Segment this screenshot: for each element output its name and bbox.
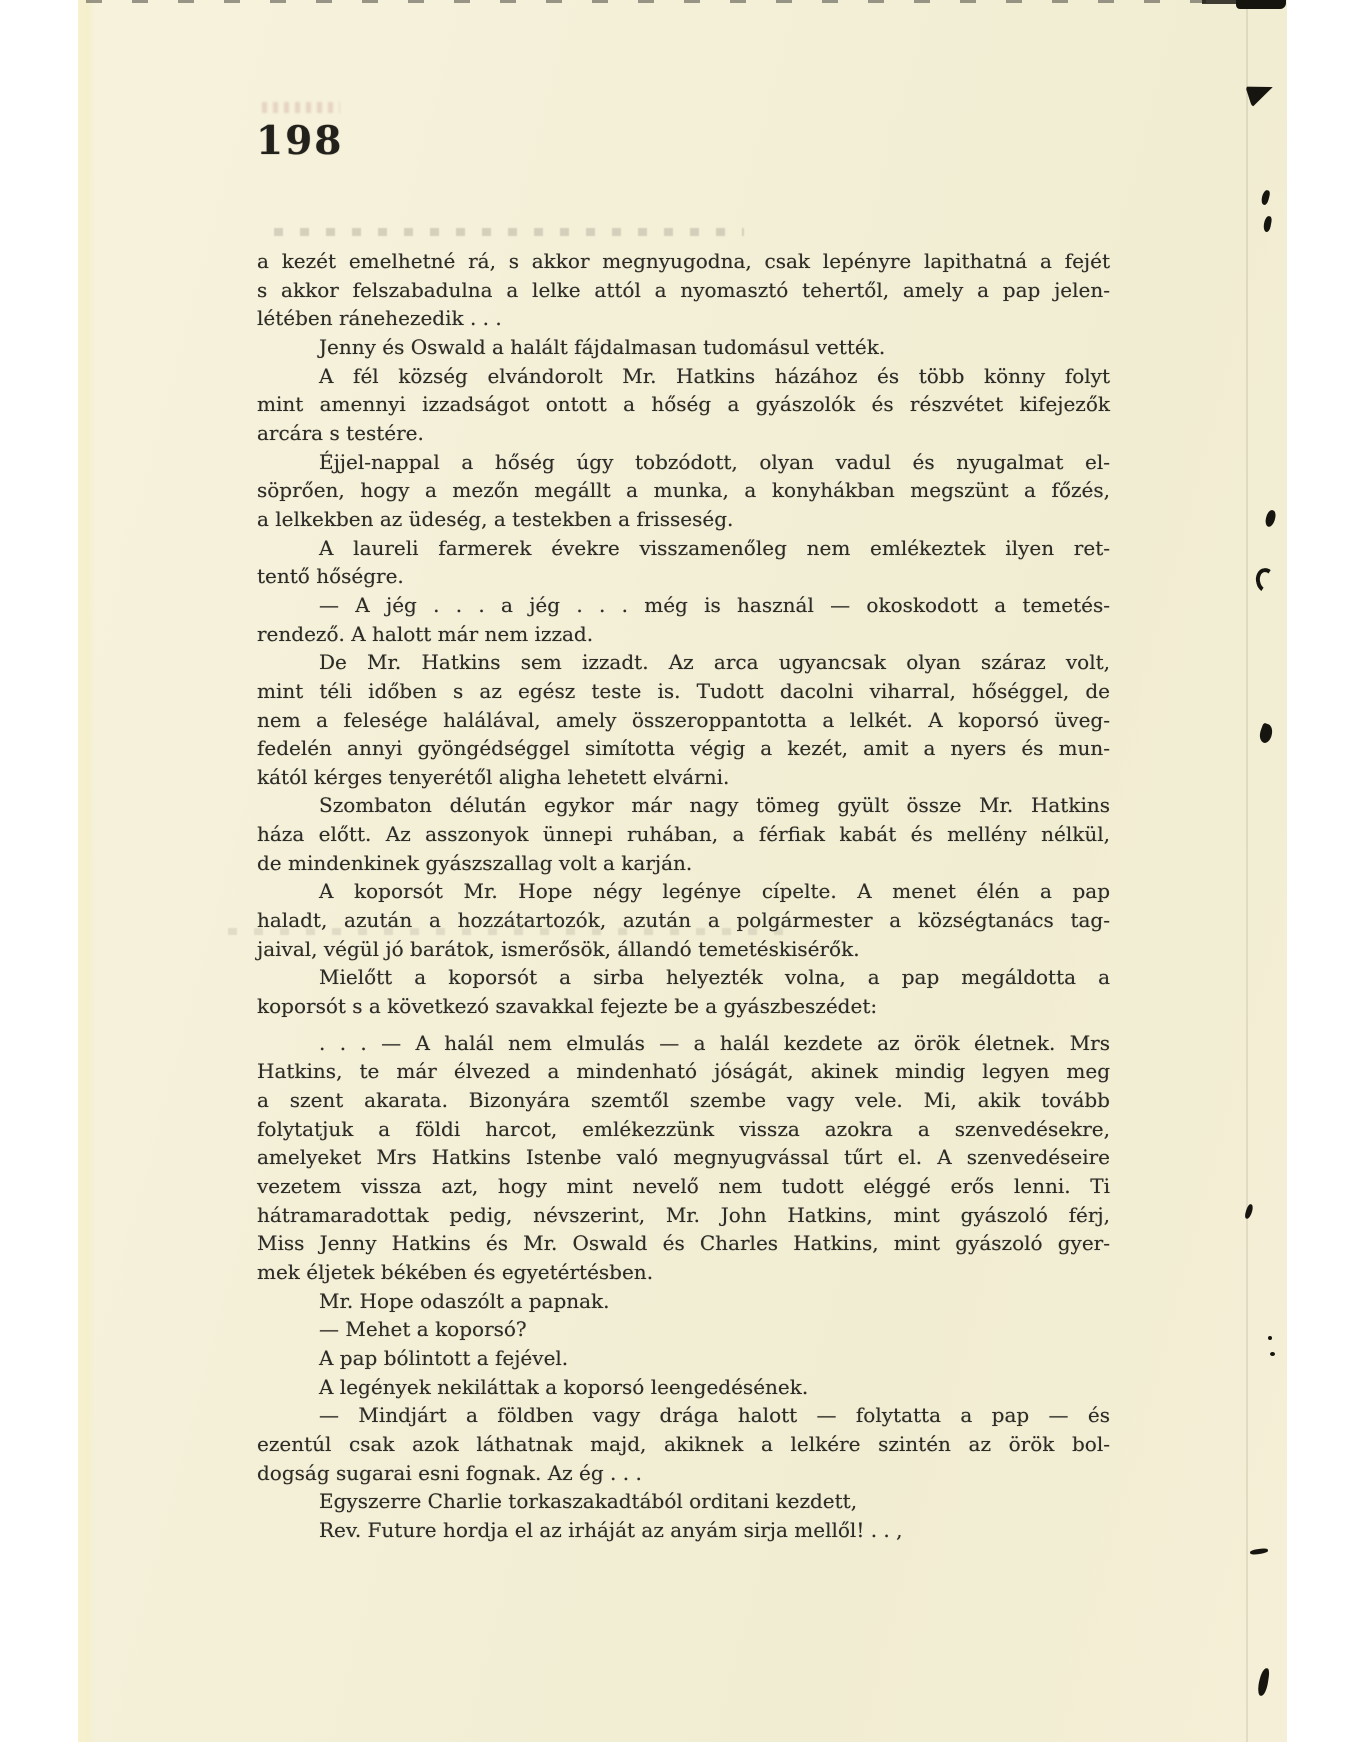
text-line: nem a felesége halálával, amely összeroppantotta a lelkét. A koporsó üveg- [257,707,1110,732]
text-line: mek éljetek békében és egyetértésben. [257,1259,654,1284]
ink-mark [1263,216,1273,233]
paragraph [257,1401,1110,1487]
text-line: amelyeket Mrs Hatkins Istenbe való megnyugvással tűrt el. A szenvedéseire [257,1145,1110,1170]
ink-mark [1250,1548,1269,1555]
text-line: rendező. A halott már nem izzad. [257,621,594,646]
scan-top-edge-artifact [1236,0,1286,9]
text-line: A legények nekiláttak a koporsó leengedésének. [319,1374,809,1399]
text-line: mint amennyi izzadságot ontott a hőség a gyászolók és részvétet kifejezők [257,392,1110,417]
paragraph [257,1344,1110,1373]
paragraph [257,1315,1110,1344]
text-line: Mr. Hope odaszólt a papnak. [319,1288,610,1313]
ink-mark [1257,1668,1270,1697]
text-line: — Mehet a koporsó? [319,1317,527,1342]
text-line: De Mr. Hatkins sem izzadt. Az arca ugyancsak olyan száraz volt, [319,650,1110,675]
paragraph [257,362,1110,448]
ink-mark [1268,1336,1272,1340]
text-line: háza előtt. Az asszonyok ünnepi ruhában, a férfiak kabát és mellény nélkül, [257,822,1110,847]
text-line: Hatkins, te már élvezed a mindenható jóságát, akinek mindig legyen meg [257,1059,1110,1084]
ink-mark [1254,566,1279,595]
text-line: ezentúl csak azok láthatnak majd, akiknek a lelkére szintén az örök bol- [257,1431,1110,1456]
text-line: — Mindjárt a földben vagy drága halott — folytatta a pap — és [319,1403,1110,1428]
text-line: létében ránehezedik . . . [257,306,502,331]
text-line: folytatjuk a földi harcot, emlékezzünk vissza azokra a szenvedésekre, [257,1116,1110,1141]
paragraph [257,1487,1110,1516]
page-number: 198 [256,118,344,164]
text-line: A laureli farmerek évekre visszamenőleg nem emlékeztek ilyen ret- [319,535,1110,560]
text-line: vezetem vissza azt, hogy mint nevelő nem tudott eléggé erős lenni. Ti [257,1174,1110,1198]
paragraph [257,534,1110,591]
text-line: a kezét emelhetné rá, s akkor megnyugodna, csak lepényre lapithatná a fejét [257,249,1110,273]
scan-top-edge-artifact [1202,0,1240,4]
paragraph [257,877,1110,963]
text-line: A fél község elvándorolt Mr. Hatkins házához és több könny folyt [319,363,1110,388]
text-line: Szombaton délután egykor már nagy tömeg gyült össze Mr. Hatkins [319,793,1110,818]
text-line: tentő hőségre. [257,564,404,589]
text-line: A pap bólintott a fejével. [319,1345,569,1370]
paragraph [257,1516,1110,1545]
text-line: Rev. Future hordja el az irháját az anyám sirja mellől! . . , [319,1517,903,1542]
text-line: söprően, hogy a mezőn megállt a munka, a konyhákban megszünt a főzés, [257,478,1110,503]
text-line: dogság sugarai esni fognak. Az ég . . . [257,1460,642,1485]
text-line: Jenny és Oswald a halált fájdalmasan tudomásul vették. [319,334,886,359]
scan-top-edge-artifact [86,0,1277,3]
text-line: arcára s testére. [257,420,424,445]
ink-mark [1257,723,1275,745]
text-line: — A jég . . . a jég . . . még is használ — okoskodott a temetés- [319,592,1110,617]
ink-mark [1245,79,1277,108]
text-line: a lelkekben az üdeség, a testekben a frisseség. [257,506,734,531]
text-line: fedelén annyi gyöngédséggel simította végig a kezét, amit a nyers és mun- [257,736,1110,761]
smudge [262,102,340,113]
text-line: a szent akarata. Bizonyára szemtől szembe vagy vele. Mi, akik tovább [257,1088,1110,1113]
text-line: hátramaradottak pedig, névszerint, Mr. John Hatkins, mint gyászoló férj, [257,1202,1110,1227]
text-line: Mielőtt a koporsót a sirba helyezték volna, a pap megáldotta a [319,965,1110,990]
paragraph [257,448,1110,534]
paragraph [257,1287,1110,1316]
paragraph [257,1029,1110,1287]
ink-mark [1270,1352,1275,1356]
text-line: Éjjel-nappal a hőség úgy tobzódott, olyan vadul és nyugalmat el- [319,449,1110,474]
text-line: koporsót s a következó szavakkal fejezte be a gyászbeszédet: [257,994,878,1019]
text-line: de mindenkinek gyászszallag volt a karján. [257,850,693,875]
text-line: A koporsót Mr. Hope négy legénye cípelte. A menet élén a pap [319,879,1110,904]
text-line: Egyszerre Charlie torkaszakadtából orditani kezdett, [319,1489,858,1514]
paragraph [257,791,1110,877]
body-text [257,247,1110,1545]
text-line: haladt, azután a hozzátartozók, azután a polgármester a községtanács tag- [257,908,1110,933]
text-line: kától kérges tenyerétől aligha lehetett elvárni. [257,764,730,789]
paragraph [257,333,1110,362]
paragraph [257,247,1110,333]
text-line: s akkor felszabadulna a lelke attól a nyomasztó tehertől, amely a pap jelen- [257,277,1110,302]
paper-sheet [78,0,1287,1742]
paper-left-edge [78,0,95,1742]
text-line: . . . — A halál nem elmulás — a halál kezdete az örök életnek. Mrs [319,1030,1110,1055]
paragraph [257,963,1110,1020]
ink-mark [1264,509,1276,527]
ink-mark [1260,189,1270,205]
text-line: Miss Jenny Hatkins és Mr. Oswald és Charles Hatkins, mint gyászoló gyer- [257,1231,1110,1256]
text-line: jaival, végül jó barátok, ismerősök, állandó temetéskisérők. [257,936,860,961]
crease-line [1246,0,1248,1742]
text-line: mint téli időben s az egész teste is. Tudott dacolni viharral, hőséggel, de [257,678,1110,703]
paragraph [257,591,1110,648]
smudge [274,228,744,236]
paragraph [257,1373,1110,1402]
paragraph [257,648,1110,791]
